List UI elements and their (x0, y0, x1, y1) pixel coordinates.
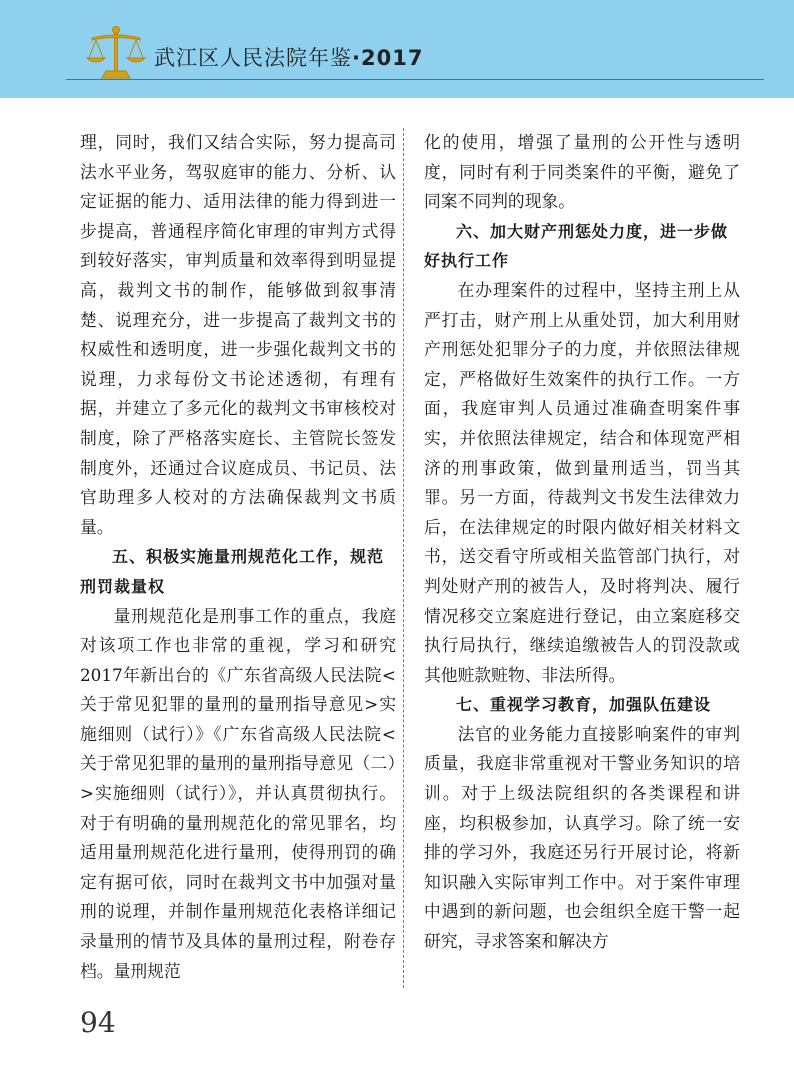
paragraph-sentencing-continued: 化的使用，增强了量刑的公开性与透明度，同时有利于同类案件的平衡，避免了同案不同判的现象。 (424, 132, 740, 212)
section-heading-7: 七、重视学习教育，加强队伍建设 (456, 695, 712, 715)
page-header (0, 0, 794, 98)
yearbook-year: ·2017 (352, 46, 424, 70)
scales-of-justice-icon (84, 24, 148, 82)
right-column (424, 128, 740, 957)
paragraph-training: 法官的业务能力直接影响案件的审判质量，我庭非常重视对干警业务知识的培训。对于上级法院组织的各类课程和讲座，均积极参加，认真学习。除了统一安排的学习外，我庭还另行开展讨论，将新知识融入实际审判工作中。对于案件审理中遇到的新问题，也会组织全庭干警一起研究，寻求答案和解决方 (424, 723, 740, 952)
section-heading-5: 五、积极实施量刑规范化工作，规范刑罚裁量权 (80, 547, 385, 596)
header-rule (66, 79, 764, 80)
paragraph-property-penalty: 在办理案件的过程中，坚持主刑上从严打击，财产刑上从重处罚，加大利用财产刑惩处犯罪分子的力度，并依照法律规定，严格做好生效案件的执行工作。一方面，我庭审判人员通过准确查明案件事实，并依照法律规定，结合和体现宽严相济的刑事政策，做到量刑适当，罚当其罪。另一方面，待裁判文书发生法律效力后，在法律规定的时限内做好相关材料文书，送交看守所或相关监管部门执行，对判处财产刑的被告人，及时将判决、履行情况移交立案庭进行登记，由立案庭移交执行局执行，继续追缴被告人的罚没款或其他赃款赃物、非法所得。 (424, 279, 740, 685)
yearbook-name: 武江区人民法院年鉴 (154, 46, 352, 70)
paragraph-continued: 理，同时，我们又结合实际，努力提高司法水平业务，驾驭庭审的能力、分析、认定证据的能力、适用法律的能力得到进一步提高，普通程序简化审理的审判方式得到较好落实，审判质量和效率得到明显提高，裁判文书的制作，能够做到叙事清楚、说理充分，进一步提高了裁判文书的权威性和透明度，进一步强化裁判文书的说理，力求每份文书论述透彻，有理有据，并建立了多元化的裁判文书审核校对制度，除了严格落实庭长、主管院长签发制度外，还通过合议庭成员、书记员、法官助理多人校对的方法确保裁判文书质量。 (80, 132, 396, 537)
page-number: 94 (80, 1006, 116, 1039)
column-divider (403, 128, 404, 988)
yearbook-title (154, 42, 423, 72)
paragraph-sentencing: 量刑规范化是刑事工作的重点，我庭对该项工作也非常的重视，学习和研究2017年新出台的《广东省高级人民法院<关于常见犯罪的量刑的量刑指导意见>实施细则（试行）》《广东省高级人民法院<关于常见犯罪的量刑的量刑指导意见（二）>实施细则（试行）》，并认真贯彻执行。对于有明确的量刑规范化的常见罪名，均适用量刑规范化进行量刑，使得刑罚的确定有据可依，同时在裁判文书中加强对量刑的说理，并制作量刑规范化表格详细记录量刑的情节及具体的量刑过程，附卷存档。量刑规范 (80, 605, 396, 981)
section-heading-6: 六、加大财产刑惩处力度，进一步做好执行工作 (424, 221, 729, 271)
left-column (80, 128, 396, 986)
